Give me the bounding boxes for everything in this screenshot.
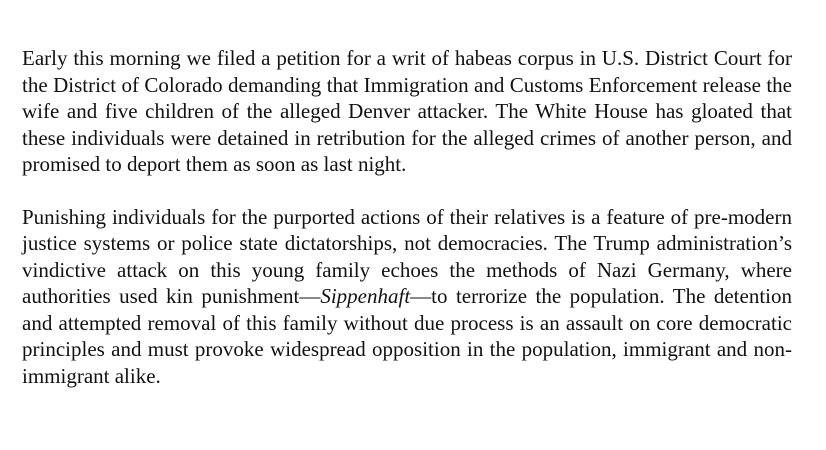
paragraph-2 (22, 204, 792, 390)
paragraph-2-italic-term: Sippenhaft (320, 284, 411, 308)
paragraph-2-text-end: —to terrorize the population. The detention and attempted removal of this family without due process is an assault on core democratic principles and must provoke widespread opposition in the population, immigrant and non-immigrant alike. (22, 284, 792, 388)
paragraph-2-text-start: Punishing individuals for the purported actions of their relatives is a feature of pre-modern justice systems or police state dictatorships, not democracies. The Trump administration’s vindictive attack on this young family echoes the methods of Nazi Germany, where authorities used kin punishment— (22, 204, 792, 308)
paragraph-1-text: Early this morning we filed a petition for a writ of habeas corpus in U.S. District Court for the District of Colorado demanding that Immigration and Customs Enforcement release the wife and five children of the alleged Denver attacker. The White House has gloated that these individuals were detained in retribution for the alleged crimes of another person, and promised to deport them as soon as last night. (22, 46, 792, 176)
document-body (22, 45, 792, 389)
paragraph-1 (22, 45, 792, 178)
